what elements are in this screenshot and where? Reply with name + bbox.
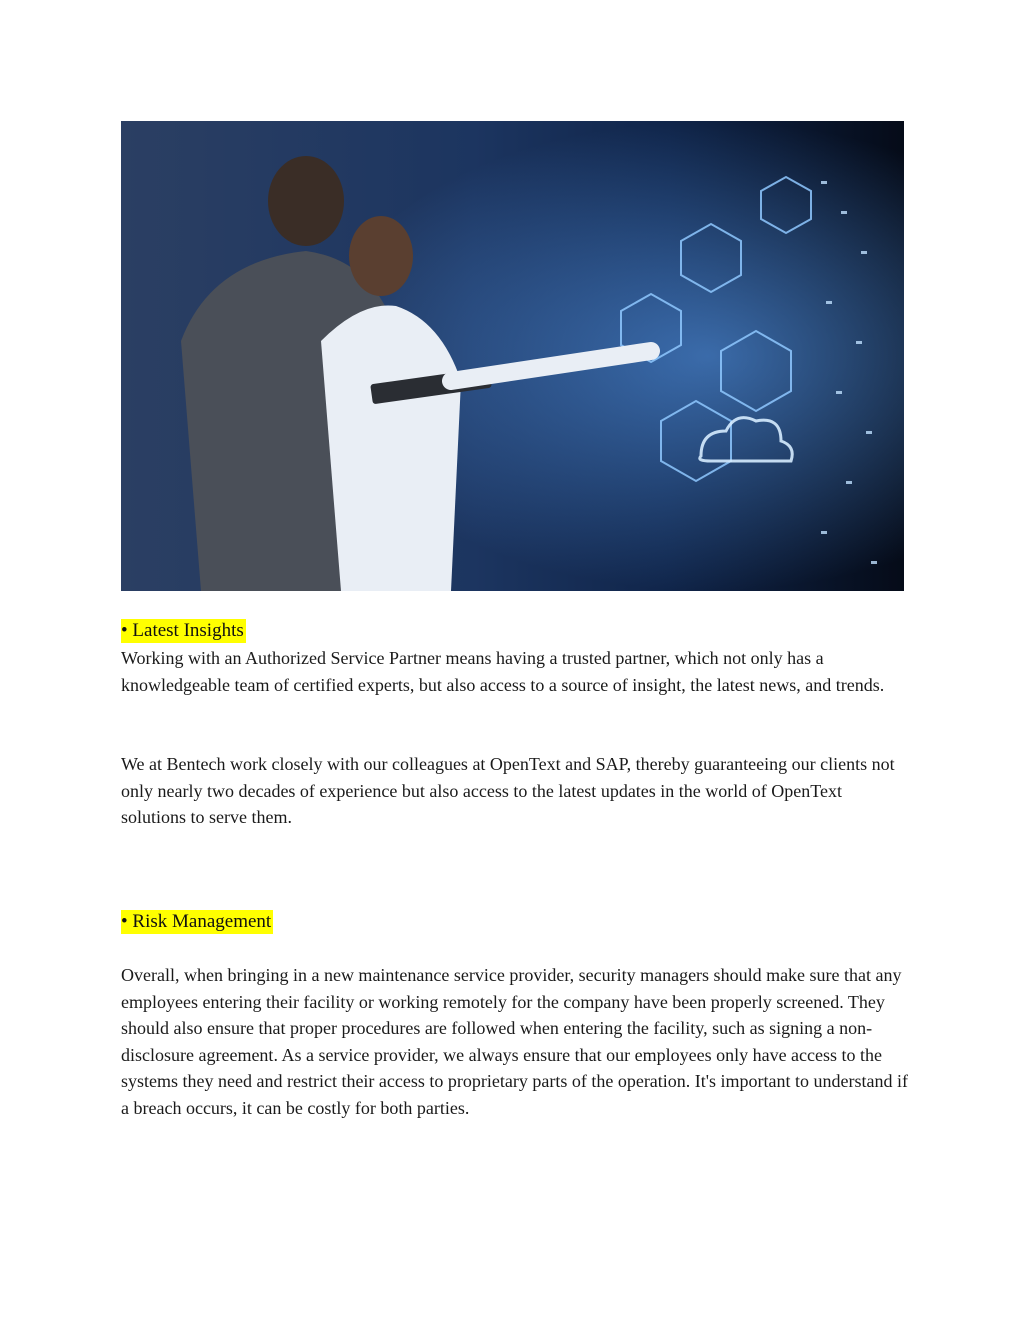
paragraph-insights-2: We at Bentech work closely with our colleagues at OpenText and SAP, thereby guaranteeing our clients not only nearly two decades of experience but also access to the latest updates in the world of OpenText solutions to serve them. [121, 754, 895, 827]
datacenter-photo-illustration [121, 121, 904, 591]
paragraph-risk-1: Overall, when bringing in a new maintenance service provider, security managers should make sure that any employees entering their facility or working remotely for the company have been properly screened. They should also ensure that proper procedures are followed when entering the facility, such as signing a non-disclosure agreement. As a service provider, we always ensure that our employees only have access to the systems they need and restrict their access to proprietary parts of the operation. It's important to understand if a breach occurs, it can be costly for both parties. [121, 965, 909, 1118]
hero-image [121, 121, 904, 591]
paragraph-insights-1: Working with an Authorized Service Partner means having a trusted partner, which not only has a knowledgeable team of certified experts, but also access to a source of insight, the latest news, and trends. [121, 648, 885, 695]
heading-latest-insights: • Latest Insights [121, 620, 244, 641]
heading-risk-management: • Risk Management [121, 911, 272, 932]
